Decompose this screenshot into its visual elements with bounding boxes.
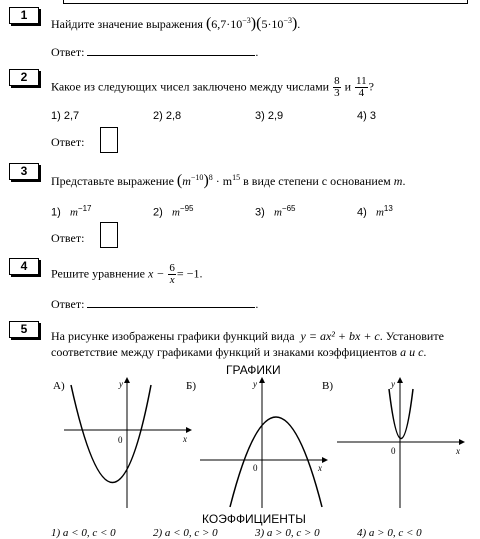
y-axis-arrow bbox=[397, 377, 403, 383]
task-5-text-2: соответствие между графиками функций и знаками коэффициентов bbox=[51, 345, 398, 359]
task-4-question bbox=[51, 263, 202, 286]
task-3-question: Представьте выражение $(m^{-10})^8 \cdot m^{15}$ в виде степени с основанием m. bbox=[51, 172, 406, 189]
task-5-formula: y = ax² + bx + c bbox=[300, 329, 380, 343]
parabola-a bbox=[71, 385, 151, 483]
task-2-option-2[interactable]: 2) 2,8 bbox=[153, 110, 182, 122]
task-2-option-3[interactable]: 3) 2,9 bbox=[255, 110, 284, 122]
task-5-line-2 bbox=[51, 345, 426, 360]
fraction-6-x: $\frac{6}{x}$ bbox=[169, 262, 175, 286]
task-1-expr-b: 5·10 bbox=[261, 17, 284, 31]
graph-label-a: А) bbox=[53, 380, 65, 392]
task-5-text-1b: . Установите bbox=[379, 329, 444, 343]
x-label: x bbox=[318, 463, 322, 473]
task-3-var: m bbox=[393, 174, 403, 188]
task-1-exp-b: −3 bbox=[283, 16, 292, 25]
graph-a[interactable] bbox=[62, 375, 192, 510]
graph-c[interactable] bbox=[335, 375, 465, 510]
task-2-question bbox=[51, 76, 374, 99]
task-4-text: Решите уравнение bbox=[51, 266, 145, 281]
task-3-text-a: Представьте выражение bbox=[51, 174, 174, 188]
x-axis-arrow bbox=[459, 439, 465, 445]
task-1-exp-a: −3 bbox=[242, 16, 251, 25]
answer-line[interactable] bbox=[87, 46, 255, 56]
task-3-end: . bbox=[402, 174, 406, 188]
fraction-8-3: $\frac{8}{3}$ bbox=[334, 75, 340, 99]
task-4-lhs: x − bbox=[147, 266, 165, 281]
coef-option-3[interactable]: 3) a > 0, c > 0 bbox=[255, 527, 320, 539]
task-3-option-2[interactable]: 2) $m^{-95}$ bbox=[153, 204, 194, 219]
task-2-end: ? bbox=[368, 79, 374, 94]
task-3-answer-label: Ответ: bbox=[51, 231, 85, 245]
x-axis-arrow bbox=[322, 457, 328, 463]
origin-label: 0 bbox=[391, 446, 396, 456]
task-3-option-3[interactable]: 3) $m^{-65}$ bbox=[255, 204, 296, 219]
task-2-answer-box[interactable] bbox=[100, 127, 118, 153]
task-3-base: m bbox=[182, 174, 191, 188]
graph-b[interactable] bbox=[198, 375, 330, 510]
task-number-5: 5 bbox=[9, 321, 39, 338]
task-3-mult: · m bbox=[215, 174, 233, 188]
coefficients-title: КОЭФФИЦИЕНТЫ bbox=[202, 512, 306, 526]
task-number-4: 4 bbox=[9, 258, 39, 275]
x-label: x bbox=[183, 434, 187, 444]
task-2-text: Какое из следующих чисел заключено между числами bbox=[51, 79, 330, 94]
answer-tail: . bbox=[255, 297, 259, 311]
coef-option-2[interactable]: 2) a < 0, c > 0 bbox=[153, 527, 218, 539]
task-4-rhs: = −1. bbox=[176, 266, 203, 281]
top-frame-edge bbox=[63, 0, 468, 4]
task-3-answer-box[interactable] bbox=[100, 222, 118, 248]
task-3-exp-outer: 8 bbox=[208, 173, 213, 182]
task-3-option-1[interactable]: 1) $m^{-17}$ bbox=[51, 204, 92, 219]
coef-option-1[interactable]: 1) a < 0, c < 0 bbox=[51, 527, 116, 539]
y-label: y bbox=[119, 379, 123, 389]
task-3-exp-inner: −10 bbox=[190, 173, 204, 182]
task-1-end: . bbox=[297, 17, 301, 31]
task-3-exp-m: 15 bbox=[232, 173, 241, 182]
graph-label-c: В) bbox=[322, 380, 333, 392]
parabola-c bbox=[389, 389, 413, 439]
graphs-title: ГРАФИКИ bbox=[226, 363, 281, 377]
task-2-option-4[interactable]: 4) 3 bbox=[357, 110, 376, 122]
task-5-vars: a и c bbox=[400, 345, 424, 359]
task-1-expr-a: 6,7·10 bbox=[211, 17, 243, 31]
task-2-answer-label: Ответ: bbox=[51, 135, 85, 149]
answer-label: Ответ: bbox=[51, 45, 85, 59]
y-axis-arrow bbox=[259, 377, 265, 383]
y-axis-arrow bbox=[124, 377, 130, 383]
task-4-answer[interactable] bbox=[51, 297, 258, 312]
y-label: y bbox=[391, 379, 395, 389]
task-number-3: 3 bbox=[9, 163, 39, 180]
y-label: y bbox=[253, 379, 257, 389]
graph-label-b: Б) bbox=[186, 380, 196, 392]
task-5-text-1a: На рисунке изображены графики функций вида bbox=[51, 329, 295, 343]
task-1-text: Найдите значение выражения bbox=[51, 17, 203, 31]
answer-tail: . bbox=[255, 45, 259, 59]
task-3-option-4[interactable]: 4) $m^{13}$ bbox=[357, 204, 393, 219]
coef-option-4[interactable]: 4) a > 0, c < 0 bbox=[357, 527, 422, 539]
origin-label: 0 bbox=[118, 435, 123, 445]
answer-label: Ответ: bbox=[51, 297, 85, 311]
parabola-b bbox=[230, 417, 322, 507]
task-1-question: Найдите значение выражения $(6,7\cdot 10^{-3})(5\cdot 10^{-3})$. bbox=[51, 15, 301, 32]
task-5-line-1 bbox=[51, 329, 444, 344]
x-axis-arrow bbox=[186, 427, 192, 433]
task-number-2: 2 bbox=[9, 69, 39, 86]
origin-label: 0 bbox=[253, 463, 258, 473]
answer-line[interactable] bbox=[87, 298, 255, 308]
fraction-11-4: $\frac{11}{4}$ bbox=[356, 75, 367, 99]
x-label: x bbox=[456, 446, 460, 456]
task-2-and: и bbox=[344, 79, 352, 94]
task-5-end: . bbox=[423, 345, 427, 359]
task-number-1: 1 bbox=[9, 7, 39, 24]
task-3-text-b: в виде степени с основанием bbox=[243, 174, 391, 188]
task-2-option-1[interactable]: 1) 2,7 bbox=[51, 110, 80, 122]
task-1-answer[interactable] bbox=[51, 45, 258, 60]
